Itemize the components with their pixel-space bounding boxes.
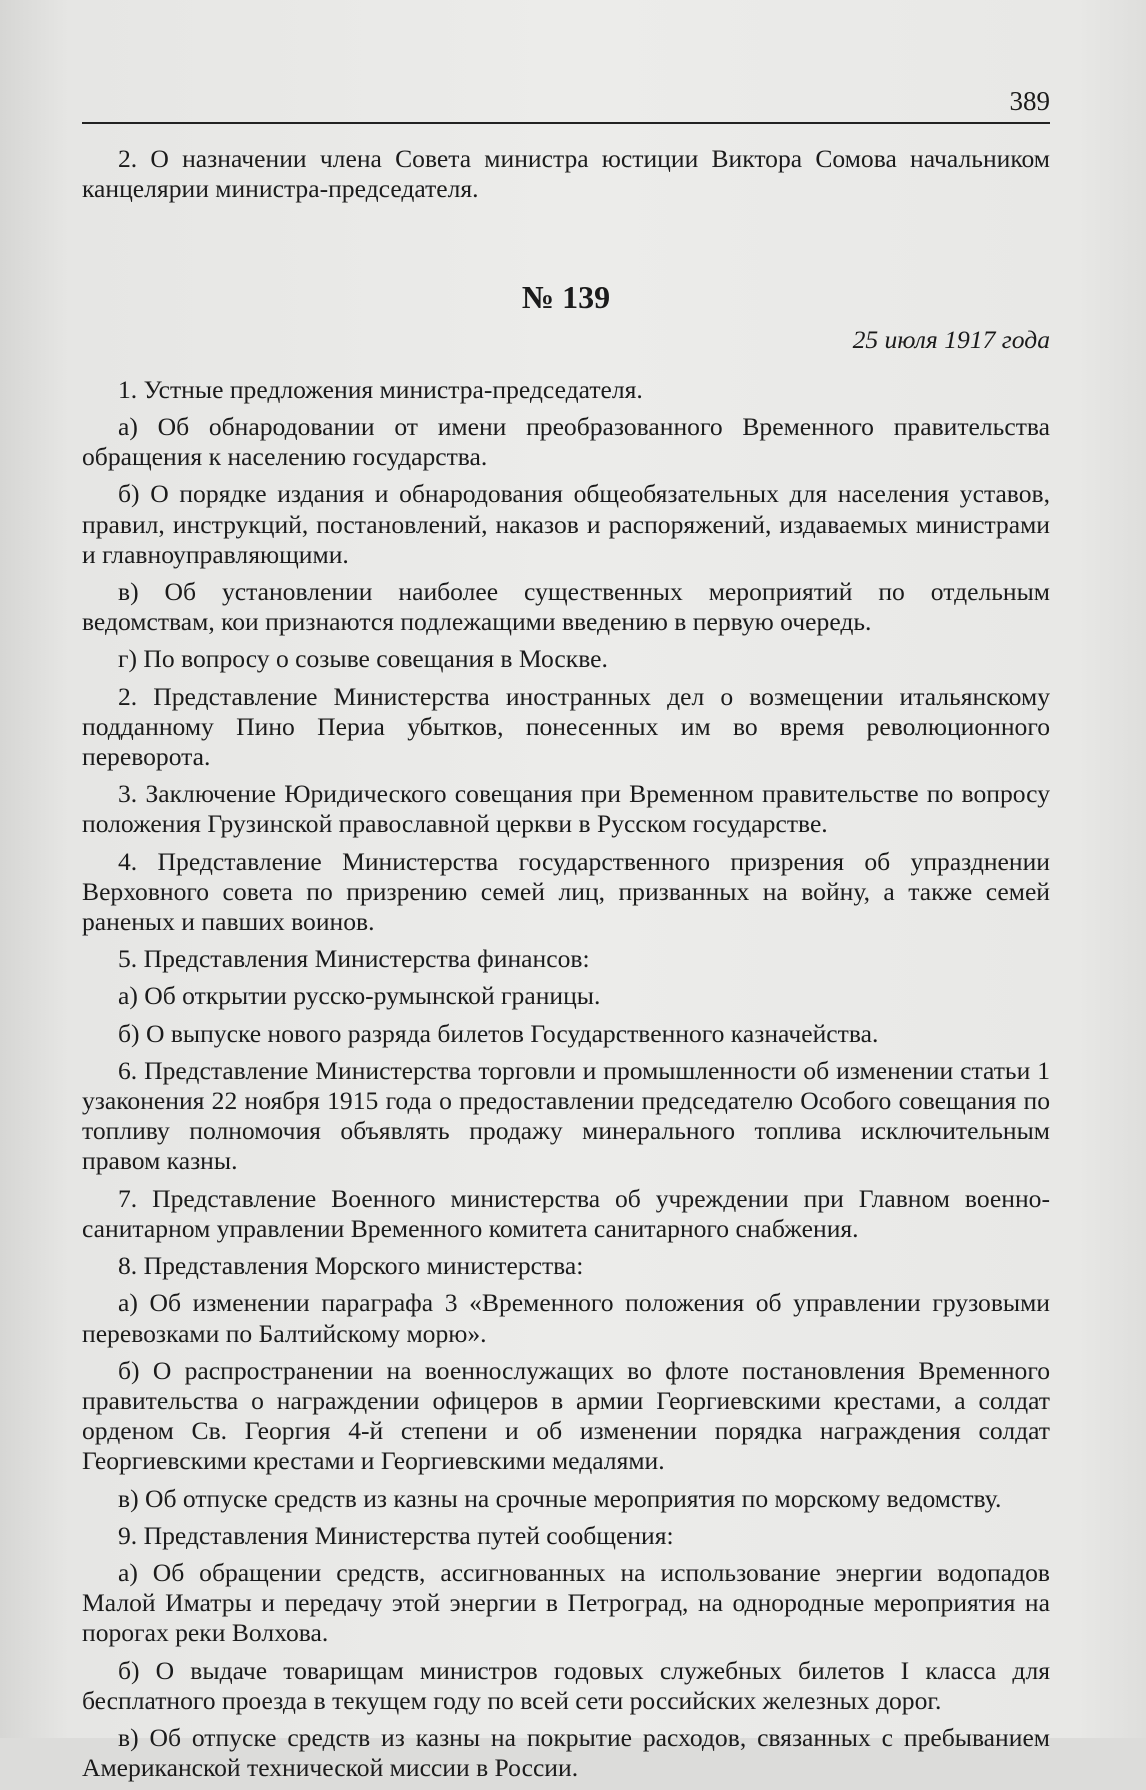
agenda-item: 2. Представление Министерства иностранных дел о возмещении итальянскому подданному Пино Периа убытков, понесенных им во время революционного переворота. [82,681,1050,772]
intro-item: 2. О назначении члена Совета министра юстиции Виктора Сомова начальником канцелярии министра-председателя. [82,144,1050,204]
agenda-item: 7. Представление Военного министерства об учреждении при Главном военно-санитарном управлении Временного комитета санитарного снабжения. [82,1183,1050,1243]
agenda-item: 4. Представление Министерства государственного призрения об упразднении Верховного совета по призрению семей лиц, призванных на войну, а также семей раненых и павших воинов. [82,846,1050,937]
agenda-item: а) Об изменении параграфа 3 «Временного положения об управлении грузовыми перевозками по Балтийскому морю». [82,1288,1050,1348]
agenda-item: в) Об установлении наиболее существенных мероприятий по отдельным ведомствам, кои признаются подлежащими введению в первую очередь. [82,577,1050,637]
agenda-item: б) О выпуске нового разряда билетов Государственного казначейства. [118,1018,879,1048]
document-date: 25 июля 1917 года [852,324,1050,354]
agenda-item: б) О порядке издания и обнародования общеобязательных для населения уставов, правил, инструкций, постановлений, наказов и распоряжений, издаваемых министрами и главноуправляющими. [82,479,1050,569]
agenda-item: 3. Заключение Юридического совещания при Временном правительстве по вопросу положения Грузинской православной церкви в Русском государстве. [82,779,1050,839]
agenda-item: а) Об обнародовании от имени преобразованного Временного правительства обращения к населению государства. [82,412,1050,472]
agenda-item: 6. Представление Министерства торговли и промышленности об изменении статьи 1 узаконения 22 ноября 1915 года о предоставлении председателю Особого совещания по топливу полномочия объявлять продажу минерального топлива исключительным правом казны. [82,1055,1050,1176]
agenda-item: 5. Представления Министерства финансов: [118,944,590,974]
header-rule [82,122,1050,124]
agenda-item: 8. Представления Морского министерства: [118,1251,584,1281]
agenda-item: в) Об отпуске средств из казны на срочные мероприятия по морскому ведомству. [118,1483,1002,1513]
agenda-item: г) По вопросу о созыве совещания в Москве. [118,644,608,674]
agenda-item: б) О распространении на военнослужащих во флоте постановления Временного правительства о награждении офицеров в армии Георгиевскими крестами, а солдат орденом Св. Георгия 4-й степени и об изменении порядка награждения солдат Георгиевскими крестами и Георгиевскими медалями. [82,1355,1050,1476]
document-body [82,144,1050,1790]
agenda-item: в) Об отпуске средств из казны на покрытие расходов, связанных с пребыванием Американской технической миссии в России. [82,1722,1050,1783]
agenda-item: 9. Представления Министерства путей сообщения: [118,1520,674,1550]
agenda-item: 1. Устные предложения министра-председателя. [118,374,643,404]
agenda-item: а) Об открытии русско-румынской границы. [118,981,601,1011]
agenda-item: а) Об обращении средств, ассигнованных на использование энергии водопадов Малой Иматры и передачу этой энергии в Петроград, на однородные мероприятия на порогах реки Волхова. [82,1557,1050,1648]
page-number: 389 [1009,86,1050,116]
agenda-item: б) О выдаче товарищам министров годовых служебных билетов I класса для бесплатного проезда в текущем году по всей сети российских железных дорог. [82,1655,1050,1715]
document-number: № 139 [521,279,611,316]
